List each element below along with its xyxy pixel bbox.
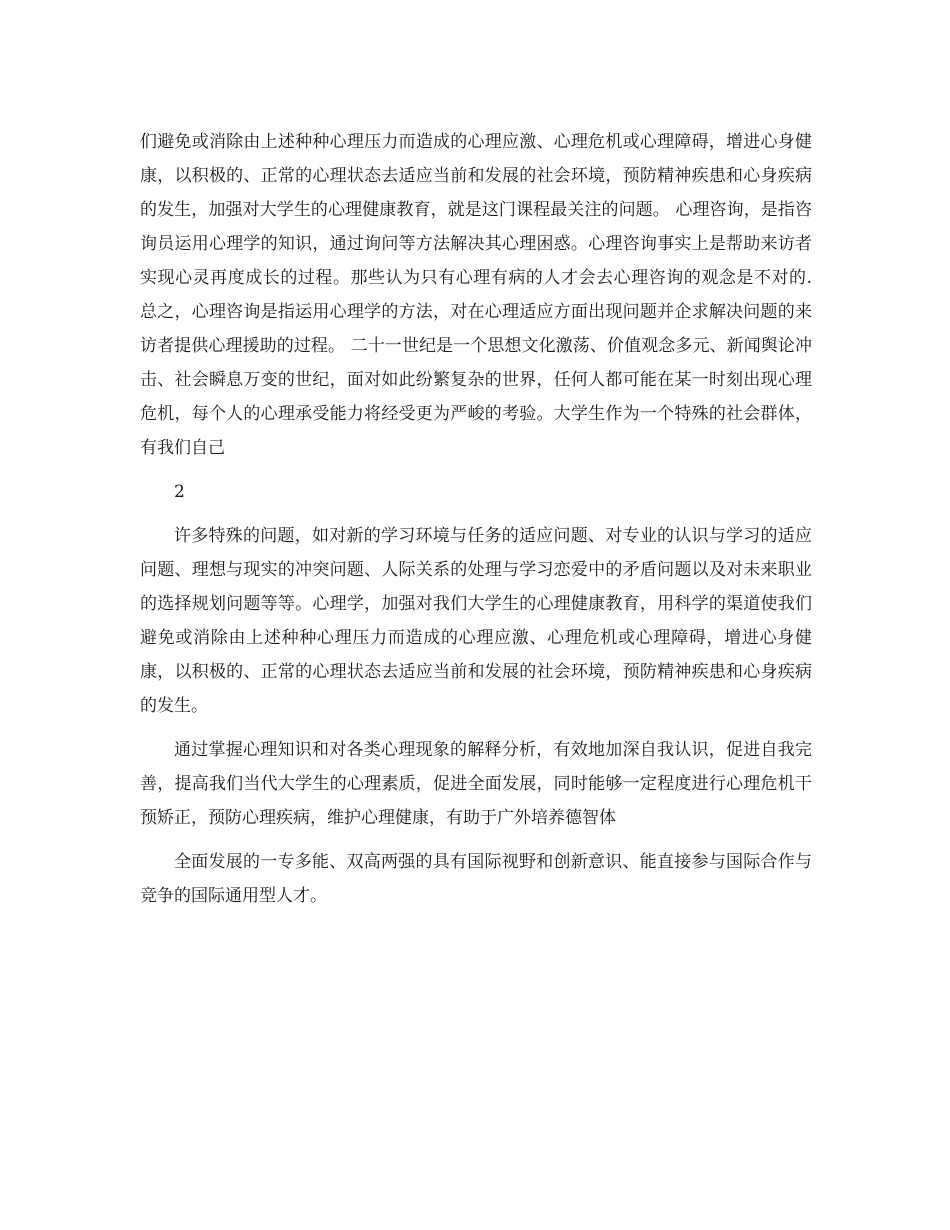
paragraph-1: 们避免或消除由上述种种心理压力而造成的心理应激、心理危机或心理障碍，增进心身健康，以积极的、正常的心理状态去适应当前和发展的社会环境，预防精神疾患和心身疾病的发生，加强对大学生的心理健康教育，就是这门课程最关注的问题。 心理咨询，是指咨询员运用心理学的知识，通过询问等方法解决其心理困惑。心理咨询事实上是帮助来访者实现心灵再度成长的过程。那些认为只有心理有病的人才会去心理咨询的观念是不对的. 总之，心理咨询是指运用心理学的方法，对在心理适应方面出现问题并企求解决问题的来访者提供心理援助的过程。 二十一世纪是一个思想文化激荡、价值观念多元、新闻舆论冲击、社会瞬息万变的世纪，面对如此纷繁复杂的世界，任何人都可能在某一时刻出现心理危机，每个人的心理承受能力将经受更为严峻的考验。大学生作为一个特殊的社会群体，有我们自己 <box>140 132 812 458</box>
page-number: 2 <box>174 482 185 502</box>
paragraph-3: 通过掌握心理知识和对各类心理现象的解释分析，有效地加深自我认识，促进自我完善，提高我们当代大学生的心理素质，促进全面发展，同时能够一定程度进行心理危机干预矫正，预防心理疾病，维护心理健康，有助于广外培养德智体 <box>140 740 812 828</box>
paragraph-4: 全面发展的一专多能、双高两强的具有国际视野和创新意识、能直接参与国际合作与竞争的国际通用型人才。 <box>140 852 812 906</box>
paragraph-2: 许多特殊的问题，如对新的学习环境与任务的适应问题、对专业的认识与学习的适应问题、理想与现实的冲突问题、人际关系的处理与学习恋爱中的矛盾问题以及对未来职业的选择规划问题等等。心理学，加强对我们大学生的心理健康教育，用科学的渠道使我们避免或消除由上述种种心理压力而造成的心理应激、心理危机或心理障碍，增进心身健康，以积极的、正常的心理状态去适应当前和发展的社会环境，预防精神疾患和心身疾病的发生。 <box>140 526 812 716</box>
document-page <box>140 125 812 913</box>
